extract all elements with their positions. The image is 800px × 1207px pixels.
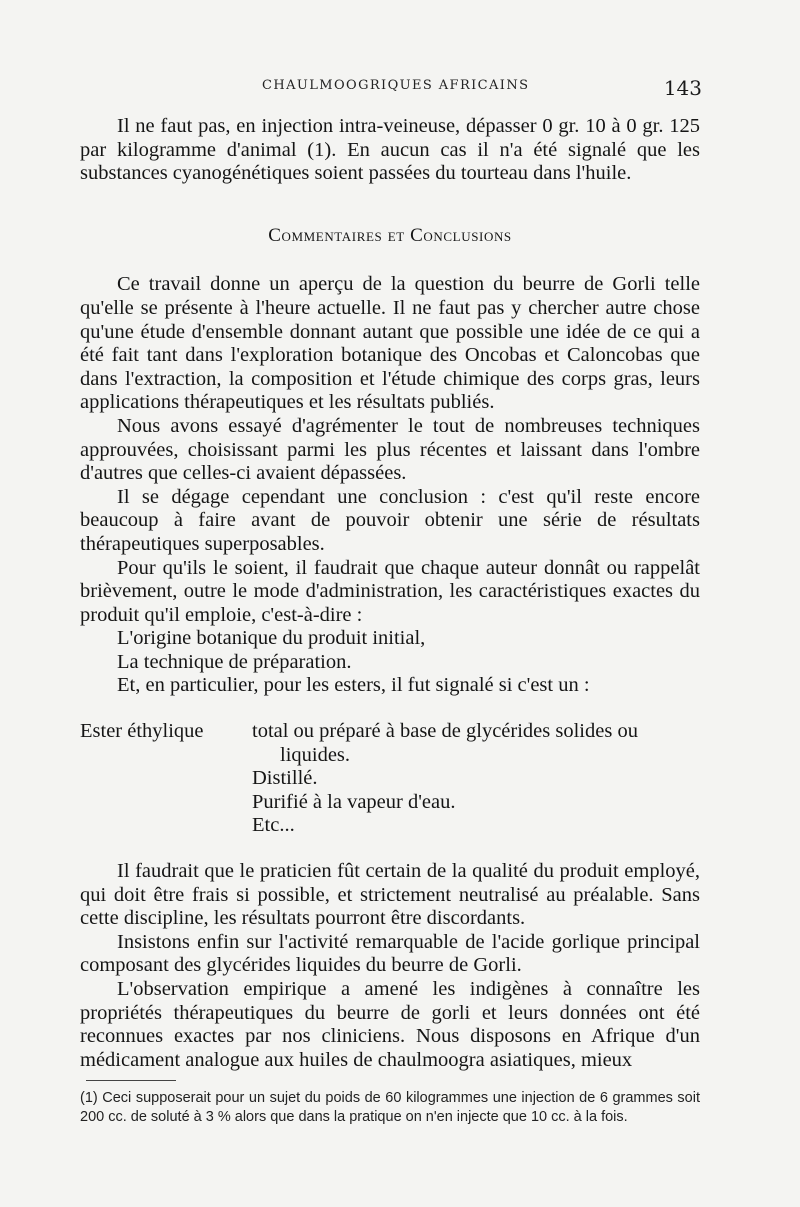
running-title: CHAULMOOGRIQUES AFRICAINS: [262, 78, 530, 93]
running-head: [0, 76, 800, 100]
ester-list-items: [252, 720, 700, 838]
paragraph: Ce travail donne un aperçu de la question du beurre de Gorli telle qu'elle se présente à l'heure actuelle. Il ne faut pas y chercher autre chose qu'une étude d'ensemble donnant autant que possible une idée de ce qui a été fait tant dans l'exploration botanique des Oncobas et Caloncobas que dans l'extraction, la composition et l'étude chimique des corps gras, leurs applications thérapeutiques et les résultats publiés.: [80, 273, 700, 414]
paragraph: Il se dégage cependant une conclusion : c'est qu'il reste encore beaucoup à faire avant de pouvoir obtenir une série de résultats thérapeutiques superposables.: [80, 485, 700, 555]
paragraph: Il ne faut pas, en injection intra-veineuse, dépasser 0 gr. 10 à 0 gr. 125 par kilogramme d'animal (1). En aucun cas il n'a été signalé que les substances cyanogénétiques soient passées du tourteau dans l'huile.: [80, 115, 700, 185]
list-item: Purifié à la vapeur d'eau.: [252, 790, 456, 813]
list-item-continuation: liquides.: [280, 743, 351, 766]
footnote: (1) Ceci supposerait pour un sujet du poids de 60 kilogrammes une injection de 6 grammes soit 200 cc. de soluté à 3 % alors que dans la pratique on n'en injecte que 10 cc. à la fois.: [80, 1090, 700, 1125]
list-item: Etc...: [252, 814, 295, 837]
paragraph: La technique de préparation.: [117, 650, 352, 673]
paragraph: L'observation empirique a amené les indigènes à connaître les propriétés thérapeutiques du beurre de gorli et leurs données ont été reconnues exactes par nos cliniciens. Nous disposons en Afrique d'un médicament analogue aux huiles de chaulmoogra asiatiques, mieux: [80, 978, 700, 1071]
paragraph: Et, en particulier, pour les esters, il fut signalé si c'est un :: [117, 674, 590, 697]
page-number: 143: [663, 76, 702, 100]
body-text: [80, 115, 700, 1072]
footnote-divider: [86, 1080, 176, 1081]
list-item: Distillé.: [252, 767, 318, 790]
list-item: total ou préparé à base de glycérides solides ou: [252, 720, 638, 743]
ester-list: [80, 720, 700, 838]
paragraph: Pour qu'ils le soient, il faudrait que chaque auteur donnât ou rappelât brièvement, outre le mode d'administration, les caractéristiques exactes du produit qu'il emploie, c'est-à-dire :: [80, 556, 700, 626]
section-heading: Commentaires et Conclusions: [268, 224, 512, 246]
ester-list-label: Ester éthylique: [80, 720, 204, 743]
paragraph: Insistons enfin sur l'activité remarquable de l'acide gorlique principal composant des glycérides liquides du beurre de Gorli.: [80, 930, 700, 977]
paragraph: L'origine botanique du produit initial,: [117, 627, 426, 650]
paragraph: Nous avons essayé d'agrémenter le tout de nombreuses techniques approuvées, choisissant parmi les plus récentes et laissant dans l'ombre d'autres que celles-ci avaient dépassées.: [80, 414, 700, 485]
paragraph: Il faudrait que le praticien fût certain de la qualité du produit employé, qui doit être frais si possible, et strictement neutralisé au préalable. Sans cette discipline, les résultats pourront être discordants.: [80, 860, 700, 930]
